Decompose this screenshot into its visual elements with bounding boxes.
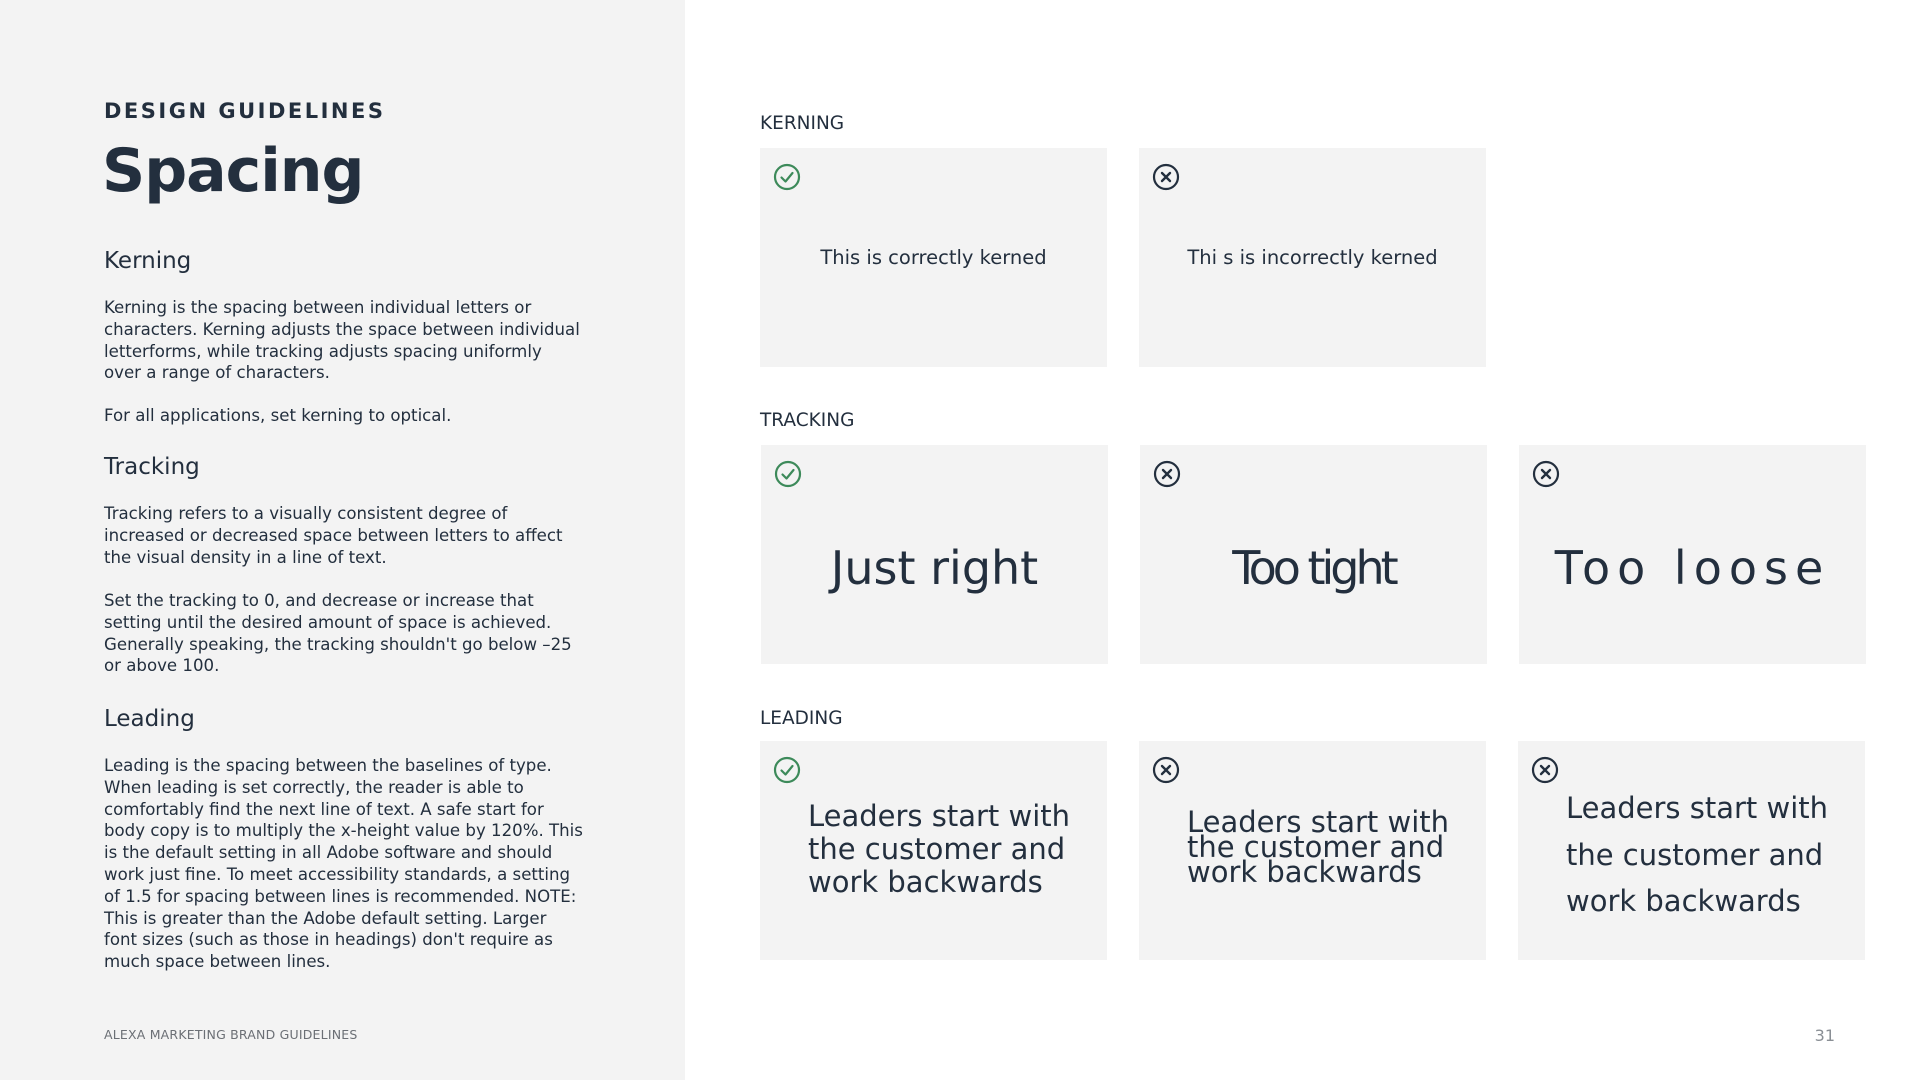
leading-loose-card [1518,741,1865,960]
leading-heading: Leading [104,706,195,732]
tracking-paragraph-1: Tracking refers to a visually consistent degree of increased or decreased space between letters to affect the visual density in a line of text. [104,504,563,567]
leading-correct-card [760,741,1107,960]
tracking-loose-card [1519,445,1866,664]
leading-row-label: LEADING [760,708,843,729]
leading-tight-text: Leaders start with the customer and work backwards [1187,805,1450,889]
tracking-paragraph-2: Set the tracking to 0, and decrease or increase that setting until the desired amount of space is achieved. Generally speaking, the tracking shouldn't go below –25 or above 100. [104,591,572,676]
kerning-incorrect-text: Thi s is incorrectly kerned [1187,246,1438,269]
footer-label: ALEXA MARKETING BRAND GUIDELINES [104,1027,358,1042]
leading-paragraph: Leading is the spacing between the baselines of type. When leading is set correctly, the reader is able to comfortably find the next line of text. A safe start for body copy is to multiply the x-height value by 120%. This is the default setting in all Adobe software and should work just fine. To meet accessibility standards, a setting of 1.5 for spacing between lines is recommended. NOTE: This is greater than the Adobe default setting. Larger font sizes (such as those in headings) don't require as much space between lines. [104,756,583,972]
kerning-heading: Kerning [104,248,192,274]
kerning-correct-card [760,148,1107,367]
tracking-correct-card [761,445,1108,664]
tracking-row-label: TRACKING [760,410,855,431]
page-title: Spacing [102,136,364,206]
kerning-correct-text: This is correctly kerned [820,246,1047,269]
kerning-paragraph-2: For all applications, set kerning to optical. [104,406,452,425]
leading-correct-text: Leaders start with the customer and work backwards [808,799,1071,899]
tracking-correct-text: Just right [830,540,1039,595]
kerning-incorrect-card [1139,148,1486,367]
page-number: 31 [1814,1026,1835,1045]
kerning-row-label: KERNING [760,113,845,134]
x-circle-icon [1530,755,1560,785]
tracking-tight-text: Too tight [1232,540,1395,595]
tracking-tight-card [1140,445,1487,664]
tracking-loose-text: Too loose [1554,540,1831,595]
check-circle-icon [772,755,802,785]
leading-tight-card [1139,741,1486,960]
x-circle-icon [1151,755,1181,785]
kerning-paragraph-1: Kerning is the spacing between individual letters or characters. Kerning adjusts the space between individual letterforms, while tracking adjusts spacing uniformly over a range of characters. [104,298,580,383]
sidebar-panel [0,0,685,1080]
eyebrow-label: DESIGN GUIDELINES [104,99,386,123]
leading-loose-text: Leaders start with the customer and work backwards [1566,791,1829,918]
tracking-heading: Tracking [104,454,200,480]
